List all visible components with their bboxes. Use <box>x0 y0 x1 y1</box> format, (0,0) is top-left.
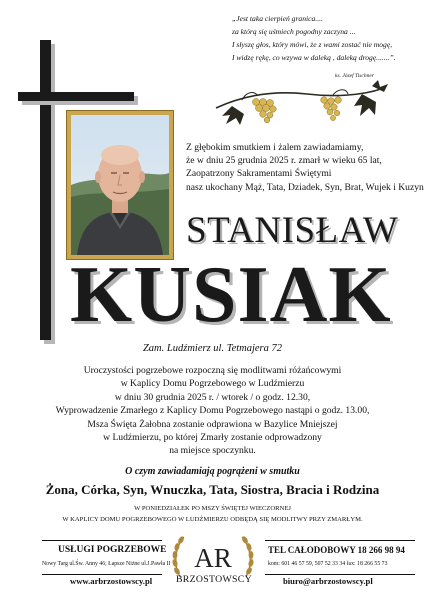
quote <box>232 12 417 64</box>
footer-divider <box>265 540 415 541</box>
cross-horizontal-beam <box>18 92 134 101</box>
deceased-address: Zam. Ludźmierz ul. Tetmajera 72 <box>142 343 283 354</box>
funeral-services-title: USŁUGI POGRZEBOWE <box>58 545 167 555</box>
mourners-list: Żona, Córka, Syn, Wnuczka, Tata, Siostra, Bracia i Rodzina <box>45 482 380 497</box>
logo-monogram: AR <box>194 543 232 573</box>
portrait-frame <box>66 110 174 260</box>
cross-vertical-beam <box>40 40 51 340</box>
quote-author: ks. Józef Tischner <box>335 73 374 79</box>
ceremony-details <box>0 364 425 458</box>
phone-24h: TEL CAŁODOBOWY 18 266 98 94 <box>268 545 405 555</box>
quote-line: „Jest taka cierpień granica.... <box>232 14 323 23</box>
portrait-photo <box>71 115 169 255</box>
notice-line: W KAPLICY DOMU POGRZEBOWEGO W LUDŹMIERZU ODBĘDĄ SIĘ MODLITWY PRZY ZMARŁYM. <box>62 516 363 523</box>
footer-divider <box>42 574 162 575</box>
deceased-last-name: KUSIAK <box>70 251 392 339</box>
website-link[interactable]: www.arbrzostowscy.pl <box>70 576 153 586</box>
ceremony-line: w dniu 30 grudnia 2025 r. / wtorek / o godz. 12.30, <box>114 391 311 403</box>
ceremony-line: na miejsce spoczynku. <box>169 445 256 457</box>
announcement-text <box>186 141 424 194</box>
funeral-services-address: Nowy Targ ul.Św. Anny 46; Łapsze Niżne ul.J.Pawła II <box>42 561 171 567</box>
deceased-first-name: STANISŁAW <box>186 210 399 251</box>
footer-divider <box>265 574 415 575</box>
quote-line: I widzę rękę, co wzywa w daleką , daleką drogę.......”. <box>232 53 396 62</box>
quote-line: I słyszę głos, który mówi, że z wami zostać nie mogę, <box>232 40 393 49</box>
notice-line: W PONIEDZIAŁEK PO MSZY ŚWIĘTEJ WIECZORNEJ <box>134 505 291 512</box>
grapevine-icon <box>212 78 390 128</box>
announcement-line: Z głębokim smutkiem i żalem zawiadamiamy, <box>186 142 364 153</box>
announcement-line: że w dniu 25 grudnia 2025 r. zmarł w wieku 65 lat, <box>186 155 382 167</box>
prayer-notice <box>0 503 425 525</box>
ceremony-line: Msza Święta Żałobna zostanie odprawiona w Bazylice Mniejszej <box>87 418 338 430</box>
ceremony-line: Wyprowadzenie Zmarłego z Kaplicy Domu Pogrzebowego nastąpi o godz. 13.00, <box>55 405 370 417</box>
mourners-header: O czym zawiadamiają pogrążeni w smutku <box>125 466 300 477</box>
ceremony-line: w Kaplicy Domu Pogrzebowego w Ludźmierzu <box>120 378 305 390</box>
contact-numbers: kom: 601 46 57 59, 507 52 33 34 fax: 18 266 55 73 <box>268 561 388 567</box>
announcement-line: nasz ukochany Mąż, Tata, Dziadek, Syn, Brat, Wujek i Kuzyn <box>186 181 424 193</box>
quote-line: za którą się uśmiech pogodny zaczyna ... <box>232 27 356 36</box>
email-link[interactable]: biuro@arbrzostowscy.pl <box>283 576 373 586</box>
footer-divider <box>42 540 162 541</box>
ceremony-line: Uroczystości pogrzebowe rozpoczną się modlitwami różańcowymi <box>83 365 342 376</box>
ceremony-line: w Ludźmierzu, po której Zmarły zostanie odprowadzony <box>103 432 322 444</box>
announcement-line: Zaopatrzony Sakramentami Świętymi <box>186 168 332 180</box>
company-name: BRZOSTOWSCY <box>175 574 253 585</box>
